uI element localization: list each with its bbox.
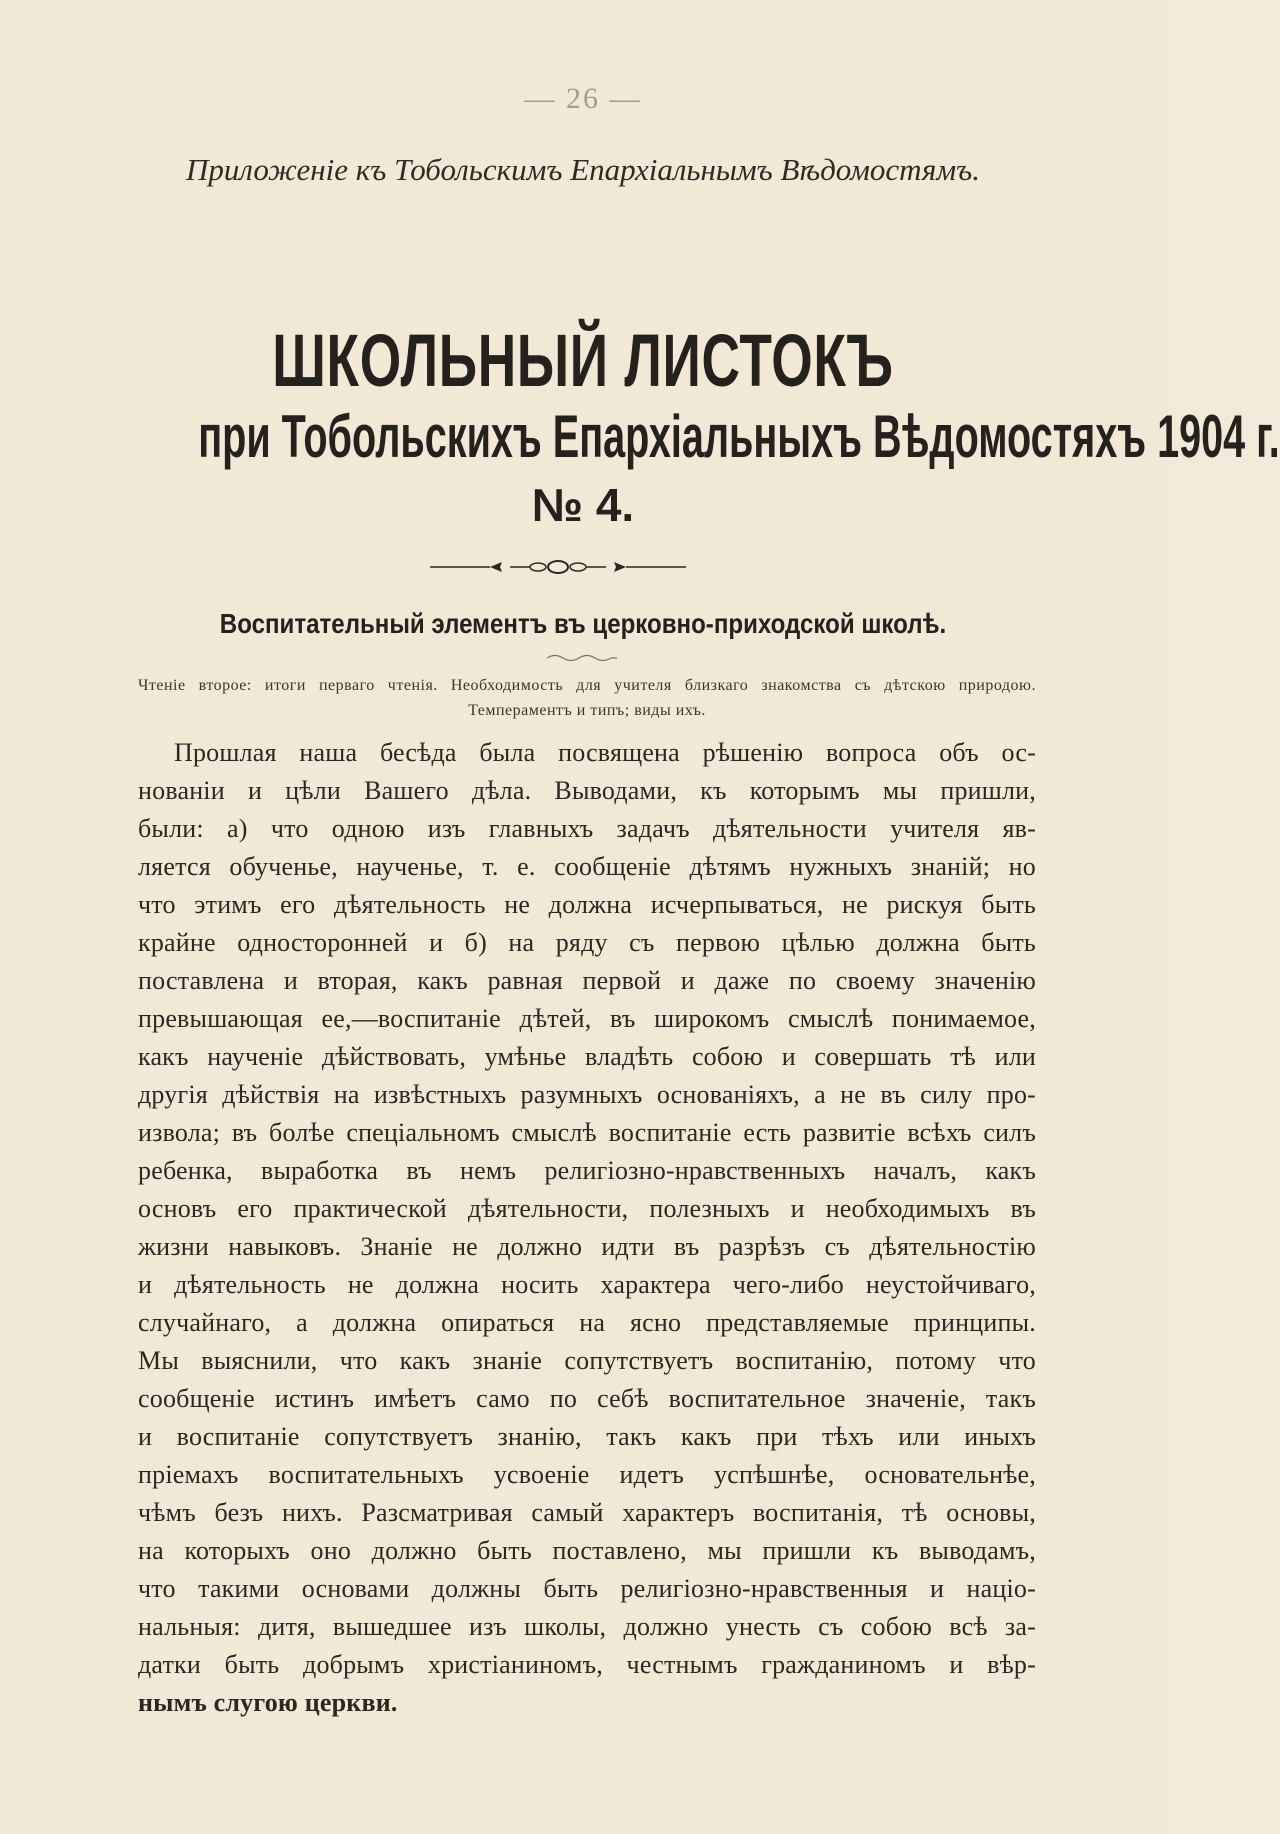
body-line: превышающая ее,—воспитаніе дѣтей, въ широкомъ смыслѣ понимаемое, [138,1004,1036,1033]
page-number: — 26 — [524,82,642,115]
body-line: датки быть добрымъ христіаниномъ, честнымъ гражданиномъ и вѣр- [138,1650,1036,1679]
body-line: Мы выяснили, что какъ знаніе сопутствуетъ воспитанію, потому что [138,1346,1036,1375]
body-line: на которыхъ оно должно быть поставлено, мы пришли къ выводамъ, [138,1536,1036,1565]
body-line: Прошлая наша бесѣда была посвящена рѣшенію вопроса объ ос- [174,738,1036,767]
body-line: нованіи и цѣли Вашего дѣла. Выводами, къ которымъ мы пришли, [138,776,1036,805]
body-line: крайне односторонней и б) на ряду съ первою цѣлью должна быть [138,928,1036,957]
ornament-divider [430,556,686,578]
body-line: пріемахъ воспитательныхъ усвоеніе идетъ успѣшнѣе, основательнѣе, [138,1460,1036,1489]
body-line: были: а) что одною изъ главныхъ задачъ дѣятельности учителя яв- [138,814,1036,843]
article-summary: Чтеніе второе: итоги перваго чтенія. Необходимость для учителя близкаго знакомства съ дѣтскою природою. Темпераментъ и типъ; виды ихъ. [138,677,1036,719]
body-line: жизни навыковъ. Знаніе не должно идти въ разрѣзъ съ дѣятельностію [138,1232,1036,1261]
body-line: основъ его практической дѣятельности, полезныхъ и необходимыхъ въ [138,1194,1036,1223]
body-line: извола; въ болѣе спеціальномъ смыслѣ воспитаніе есть развитіе всѣхъ силъ [138,1118,1036,1147]
body-line: нымъ слугою церкви. [138,1688,398,1717]
body-line: и воспитаніе сопутствуетъ знанію, такъ какъ при тѣхъ или иныхъ [138,1422,1036,1451]
masthead-subtitle: при Тобольскихъ Епархіальныхъ Вѣдомостяхъ 1904 г. [198,403,1280,470]
body-line: ребенка, выработка въ немъ религіозно-нравственныхъ началъ, какъ [138,1156,1036,1185]
body-line: какъ наученіе дѣйствовать, умѣнье владѣть собою и совершать тѣ или [138,1042,1036,1071]
article-title: Воспитательный элементъ въ церковно-приходской школѣ. [219,608,947,639]
body-line: ляется обученье, наученье, т. е. сообщеніе дѣтямъ нужныхъ знаній; но [138,852,1036,881]
issue-number: № 4. [531,479,635,531]
body-line: сообщеніе истинъ имѣетъ само по себѣ воспитательное значеніе, такъ [138,1384,1036,1413]
body-line: случайнаго, а должна опираться на ясно представляемые принципы. [138,1308,1036,1337]
small-ornament [547,652,617,664]
body-line: и дѣятельность не должна носить характера чего-либо неустойчиваго, [138,1270,1036,1299]
article-body [138,734,1036,1722]
body-line: поставлена и вторая, какъ равная первой и даже по своему значенію [138,966,1036,995]
body-line: другія дѣйствія на извѣстныхъ разумныхъ основаніяхъ, а не въ силу про- [138,1080,1036,1109]
body-line: что этимъ его дѣятельность не должна исчерпываться, не рискуя быть [138,890,1036,919]
body-line: что такими основами должны быть религіозно-нравственныя и націо- [138,1574,1036,1603]
masthead-title: ШКОЛЬНЫЙ ЛИСТОКЪ [272,319,894,402]
publication-header: Приложеніе къ Тобольскимъ Епархіальнымъ Вѣдомостямъ. [186,152,980,187]
body-line: нальныя: дитя, вышедшее изъ школы, должно унесть съ собою всѣ за- [138,1612,1036,1641]
body-line: чѣмъ безъ нихъ. Разсматривая самый характеръ воспитанія, тѣ основы, [138,1498,1036,1527]
